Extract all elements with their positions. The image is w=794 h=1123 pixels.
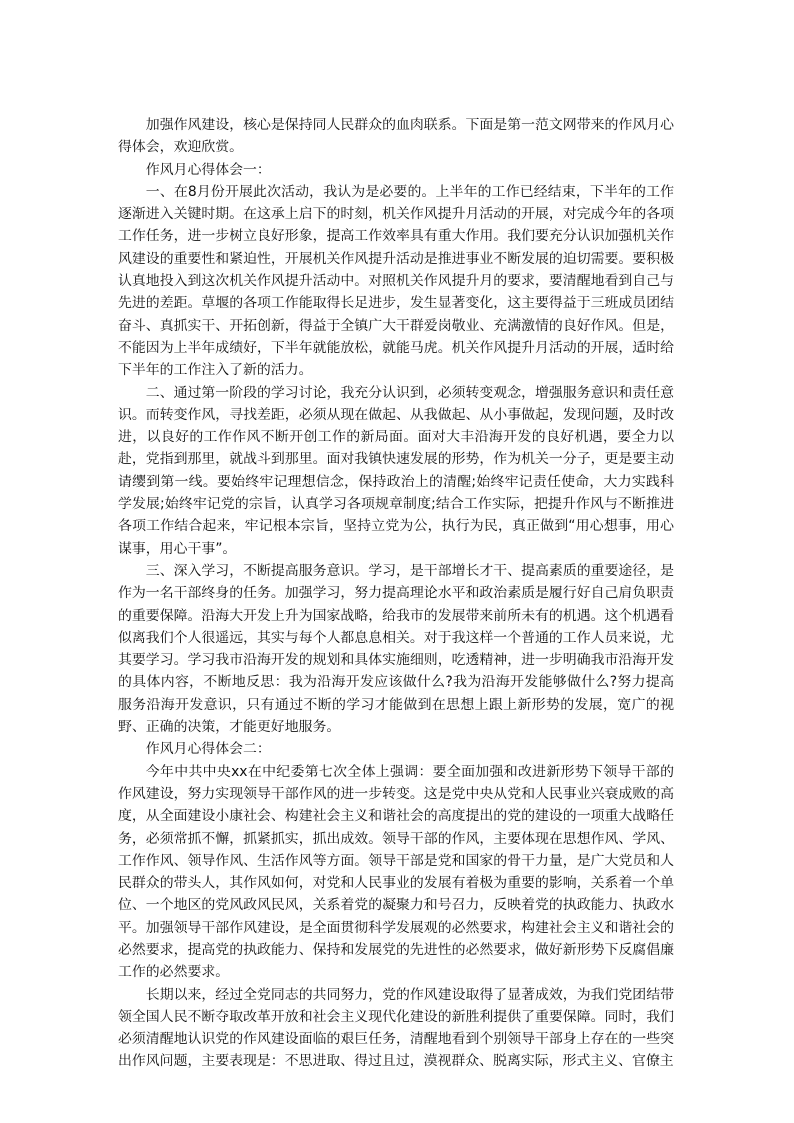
document-body — [118, 114, 674, 1073]
paragraph-1: 一、在8月份开展此次活动，我认为是必要的。上半年的工作已经结束，下半年的工作逐渐进入关键时期。在这承上启下的时刻，机关作风提升月活动的开展，对完成今年的各项工作任务，进一步树立良好形象，提高工作效率具有重大作用。我们要充分认识加强机关作风建设的重要性和紧迫性，开展机关作风提升活动是推进事业不断发展的迫切需要。要积极认真地投入到这次机关作风提升活动中。对照机关作风提升月的要求，要清醒地看到自己与先进的差距。草堰的各项工作能取得长足进步，发生显著变化，这主要得益于三班成员团结奋斗、真抓实干、开拓创新，得益于全镇广大干群爱岗敬业、充满激情的良好作风。但是，不能因为上半年成绩好，下半年就能放松，就能马虎。机关作风提升月活动的开展，适时给下半年的工作注入了新的活力。 — [118, 183, 674, 379]
paragraph-2: 二、通过第一阶段的学习讨论，我充分认识到，必须转变观念，增强服务意识和责任意识。而转变作风，寻找差距，必须从现在做起、从我做起、从小事做起，发现问题，及时改进，以良好的工作作风不断开创工作的新局面。面对大丰沿海开发的良好机遇，要全力以赴，党指到那里，就战斗到那里。面对我镇快速发展的形势，作为机关一分子，更是要主动请缨到第一线。要始终牢记理想信念，保持政治上的清醒;始终牢记责任使命，大力实践科学发展;始终牢记党的宗旨，认真学习各项规章制度;结合工作实际，把提升作风与不断推进各项工作结合起来，牢记根本宗旨，坚持立党为公，执行为民，真正做到“用心想事，用心谋事，用心干事”。 — [118, 384, 674, 557]
intro-paragraph: 加强作风建设，核心是保持同人民群众的血肉联系。下面是第一范文网带来的作风月心得体会，欢迎欣赏。 — [118, 117, 674, 156]
paragraph-3: 三、深入学习，不断提高服务意识。学习，是干部增长才干、提高素质的重要途径，是作为一名干部终身的任务。加强学习，努力提高理论水平和政治素质是履行好自己肩负职责的重要保障。沿海大开发上升为国家战略，给我市的发展带来前所未有的机遇。这个机遇看似离我们个人很遥远，其实与每个人都息息相关。对于我这样一个普通的工作人员来说，尤其要学习。学习我市沿海开发的规划和具体实施细则，吃透精神，进一步明确我市沿海开发的具体内容，不断地反思：我为沿海开发应该做什么?我为沿海开发能够做什么?努力提高服务沿海开发意识，只有通过不断的学习才能做到在思想上跟上新形势的发展，宽广的视野、正确的决策，才能更好地服务。 — [118, 562, 674, 736]
section-heading-1: 作风月心得体会一： — [145, 161, 271, 178]
paragraph-4: 今年中共中央xx在中纪委第七次全体上强调：要全面加强和改进新形势下领导干部的作风建设，努力实现领导干部作风的进一步转变。这是党中央从党和人民事业兴衰成败的高度，从全面建设小康社会、构建社会主义和谐社会的高度提出的党的建设的一项重大战略任务，必须常抓不懈，抓紧抓实，抓出成效。领导干部的作风，主要体现在思想作风、学风、工作作风、领导作风、生活作风等方面。领导干部是党和国家的骨干力量，是广大党员和人民群众的带头人，其作风如何，对党和人民事业的发展有着极为重要的影响，关系着一个单位、一个地区的党风政风民风，关系着党的凝聚力和号召力，反映着党的执政能力、执政水平。加强领导干部作风建设，是全面贯彻科学发展观的必然要求，构建社会主义和谐社会的必然要求，提高党的执政能力、保持和发展党的先进性的必然要求，做好新形势下反腐倡廉工作的必然要求。 — [118, 763, 674, 981]
section-heading-2: 作风月心得体会二： — [145, 741, 271, 758]
paragraph-5: 长期以来，经过全党同志的共同努力，党的作风建设取得了显著成效，为我们党团结带领全国人民不断夺取改革开放和社会主义现代化建设的新胜利提供了重要保障。同时，我们必须清醒地认识党的作风建设面临的艰巨任务，清醒地看到个别领导干部身上存在的一些突出作风问题，主要表现是：不思进取、得过且过，漠视群众、脱离实际，形式主义、官僚主 — [118, 986, 674, 1070]
